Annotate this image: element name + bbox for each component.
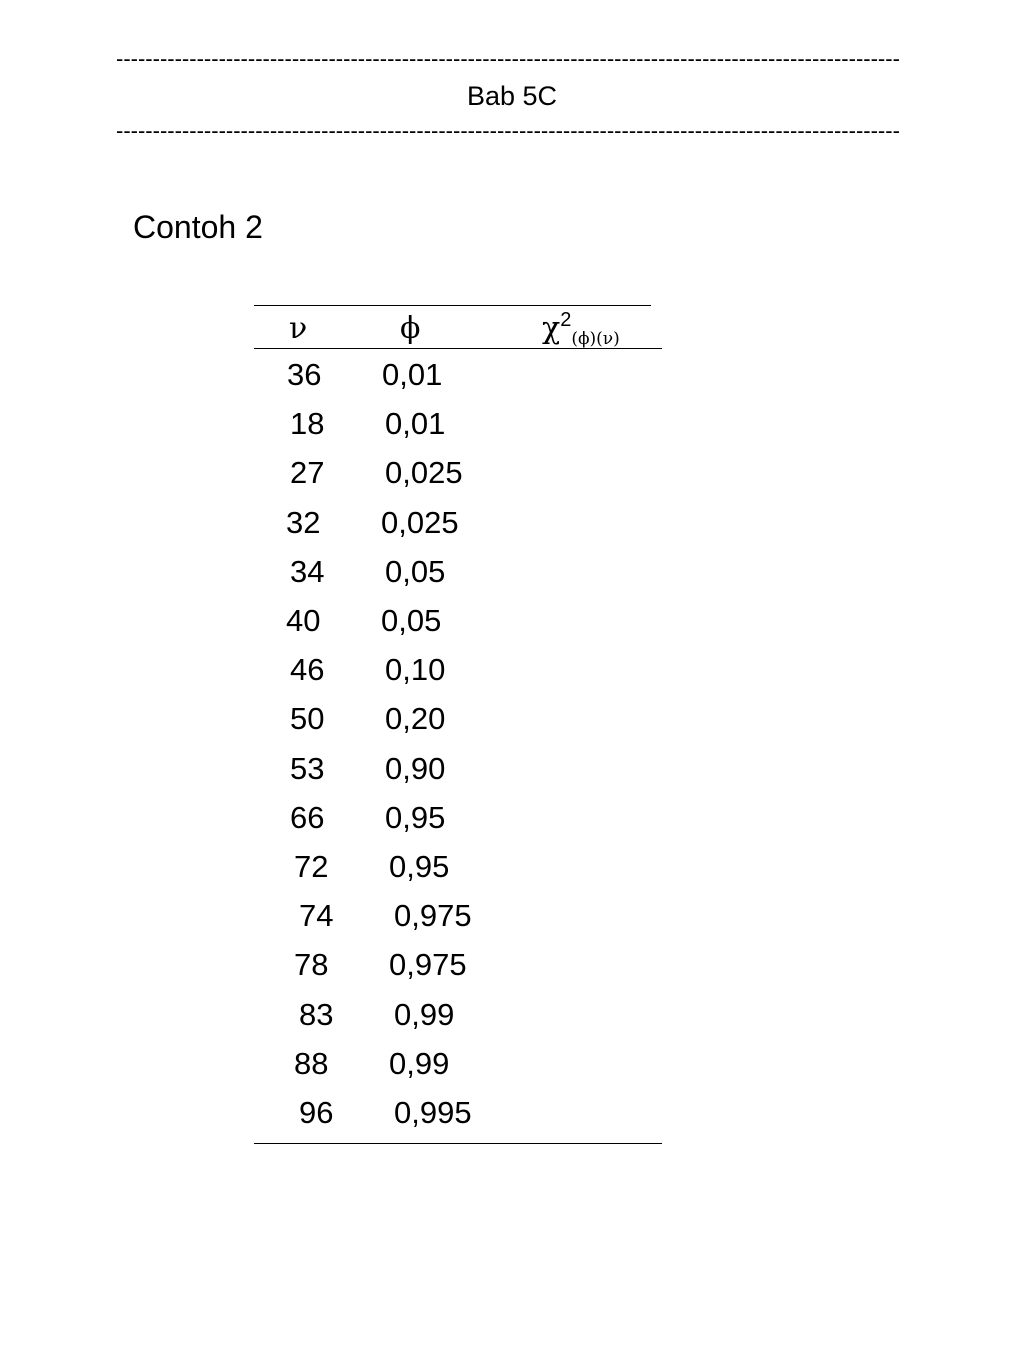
cell-phi: 0,05 [385, 553, 446, 589]
cell-phi: 0,95 [389, 849, 450, 884]
cell-nu: 18 [290, 406, 325, 442]
cell-phi: 0,995 [394, 1095, 472, 1130]
cell-phi: 0,01 [382, 357, 443, 392]
column-header-nu: ν [289, 311, 308, 346]
cell-phi: 0,20 [385, 701, 446, 737]
header-dash-line-bottom: ----------------------------------------------------------------------------------------------------------- [116, 118, 900, 143]
cell-nu: 32 [286, 504, 321, 540]
cell-nu: 46 [290, 652, 325, 688]
cell-nu: 66 [290, 799, 325, 835]
cell-nu: 50 [290, 701, 325, 737]
cell-phi: 0,95 [385, 799, 446, 835]
cell-phi: 0,025 [385, 455, 463, 491]
cell-phi: 0,05 [381, 603, 442, 638]
column-header-phi: ϕ [400, 311, 421, 346]
cell-nu: 72 [294, 849, 329, 884]
cell-nu: 40 [286, 603, 321, 638]
chapter-title: Bab 5C [466, 81, 558, 111]
cell-phi: 0,975 [394, 898, 472, 934]
cell-nu: 53 [290, 750, 325, 786]
chi-symbol: χ [542, 311, 561, 346]
example-title: Contoh 2 [133, 209, 263, 245]
cell-nu: 34 [290, 553, 325, 589]
cell-nu: 83 [299, 996, 334, 1032]
column-header-chi-square [542, 309, 620, 350]
header-dash-line-top: ----------------------------------------------------------------------------------------------------------- [116, 46, 900, 71]
cell-phi: 0,99 [394, 996, 455, 1032]
cell-phi: 0,90 [385, 750, 446, 786]
cell-nu: 74 [299, 898, 334, 934]
cell-phi: 0,975 [389, 947, 467, 983]
cell-nu: 27 [290, 455, 325, 491]
table-header-rule [254, 348, 662, 349]
cell-nu: 88 [294, 1045, 329, 1081]
cell-phi: 0,025 [381, 504, 459, 540]
cell-phi: 0,99 [389, 1045, 450, 1081]
table-bottom-rule [254, 1143, 662, 1144]
chi-subscript: (ϕ)(ν) [571, 329, 620, 349]
table-top-rule [254, 305, 651, 306]
cell-nu: 78 [294, 947, 329, 983]
cell-nu: 36 [287, 357, 322, 392]
cell-phi: 0,01 [385, 406, 446, 442]
cell-phi: 0,10 [385, 652, 446, 688]
cell-nu: 96 [299, 1095, 334, 1130]
chi-superscript: 2 [560, 309, 572, 331]
